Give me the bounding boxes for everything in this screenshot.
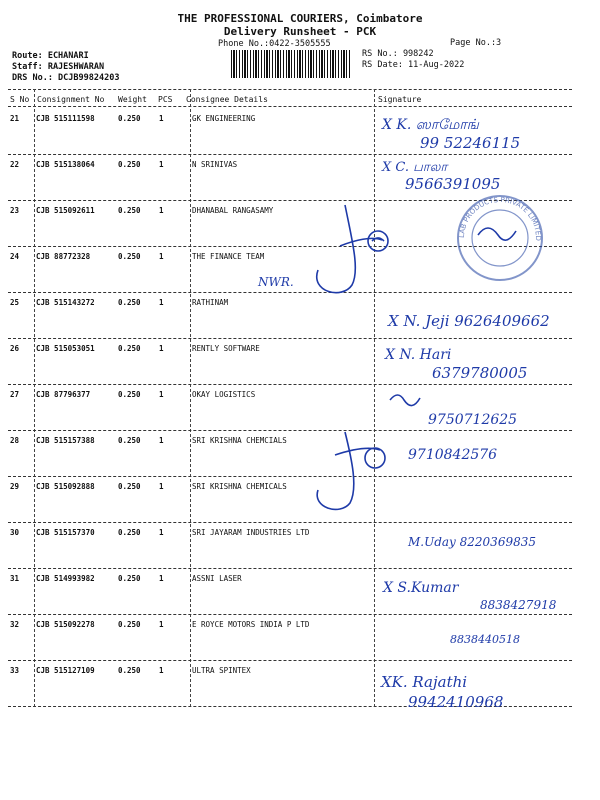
signature-phone-28: 9710842576 [408, 447, 498, 463]
row-rule [8, 614, 572, 615]
row-sno: 30 [10, 528, 20, 537]
row-pcs: 1 [159, 666, 164, 675]
row-sno: 24 [10, 252, 20, 261]
row-consignment: CJB 515138064 [36, 160, 95, 169]
row-pcs: 1 [159, 528, 164, 537]
row-rule [8, 246, 572, 247]
runsheet-subtitle: Delivery Runsheet - PCK [223, 25, 377, 38]
col-header-sno: S No [10, 95, 30, 104]
row-sno: 33 [10, 666, 20, 675]
row-consignment: CJB 515053051 [36, 344, 95, 353]
col-header-weight: Weight [118, 95, 147, 104]
barcode [231, 50, 351, 78]
row-rule [8, 522, 572, 523]
row-consignee: ULTRA SPINTEX [192, 666, 251, 675]
table-row [8, 476, 572, 522]
row-consignment: CJB 515157370 [36, 528, 95, 537]
signature-phone-27: 9750712625 [428, 412, 518, 428]
row-consignment: CJB 515092888 [36, 482, 95, 491]
row-pcs: 1 [159, 252, 164, 261]
row-consignee: DHANABAL RANGASAMY [192, 206, 274, 215]
col-header-consignment: Consignment No [37, 95, 105, 104]
row-rule [8, 660, 572, 661]
row-pcs: 1 [159, 160, 164, 169]
rs-number: RS No.: 998242 [362, 49, 434, 59]
row-weight: 0.250 [118, 620, 141, 629]
row-sno: 27 [10, 390, 20, 399]
row-pcs: 1 [159, 574, 164, 583]
row-rule [8, 338, 572, 339]
row-consignee: RENTLY SOFTWARE [192, 344, 260, 353]
row-sno: 29 [10, 482, 20, 491]
row-weight: 0.250 [118, 206, 141, 215]
row-rule [8, 568, 572, 569]
row-consignee: OKAY LOGISTICS [192, 390, 256, 399]
signature-21: X K. ஸாமோங் [382, 117, 479, 133]
row-sno: 21 [10, 114, 20, 123]
signature-30: M.Uday 8220369835 [408, 535, 536, 549]
drs-number: DRS No.: DCJB99824203 [12, 73, 120, 83]
route: Route: ECHANARI [12, 51, 89, 61]
row-pcs: 1 [159, 298, 164, 307]
rs-date: RS Date: 11-Aug-2022 [362, 60, 465, 70]
row-consignee: SRI JAYARAM INDUSTRIES LTD [192, 528, 310, 537]
row-consignment: CJB 515092611 [36, 206, 95, 215]
col-header-pcs: PCS [158, 95, 173, 104]
row-consignee: ASSNI LASER [192, 574, 242, 583]
signature-phone-33: 9942410968 [408, 693, 504, 711]
row-consignee: SRI KRISHNA CHEMCIALS [192, 436, 287, 445]
row-consignee: GK ENGINEERING [192, 114, 256, 123]
row-sno: 23 [10, 206, 20, 215]
row-weight: 0.250 [118, 160, 141, 169]
signature-33: XK. Rajathi [381, 673, 468, 691]
phone-number: Phone No.:0422-3505555 [218, 39, 331, 49]
page-number: Page No.:3 [450, 38, 502, 48]
signature-25: X N. Jeji 9626409662 [388, 312, 550, 330]
row-rule [8, 292, 572, 293]
row-consignee: THE FINANCE TEAM [192, 252, 265, 261]
row-weight: 0.250 [118, 436, 141, 445]
row-consignment: CJB 88772328 [36, 252, 91, 261]
col-header-signature: Signature [378, 95, 422, 104]
row-weight: 0.250 [118, 344, 141, 353]
row-pcs: 1 [159, 206, 164, 215]
table-top-rule [8, 89, 572, 90]
row-sno: 31 [10, 574, 20, 583]
row-pcs: 1 [159, 114, 164, 123]
signature-26: X N. Hari [385, 347, 452, 363]
initials-24: NWR. [258, 275, 294, 289]
header-bottom-rule [8, 106, 572, 107]
row-weight: 0.250 [118, 114, 141, 123]
row-rule [8, 154, 572, 155]
row-consignment: CJB 515111598 [36, 114, 95, 123]
row-consignment: CJB 87796377 [36, 390, 91, 399]
row-sno: 32 [10, 620, 20, 629]
row-weight: 0.250 [118, 390, 141, 399]
row-weight: 0.250 [118, 252, 141, 261]
col-header-consignee: Consignee Details [186, 95, 268, 104]
signature-phone-22: 9566391095 [405, 175, 501, 193]
row-consignee: RATHINAM [192, 298, 229, 307]
row-weight: 0.250 [118, 666, 141, 675]
row-consignment: CJB 515143272 [36, 298, 95, 307]
svg-text:LAB PRODUCTS PRIVATE LIMITED: LAB PRODUCTS PRIVATE LIMITED [457, 195, 543, 241]
row-sno: 28 [10, 436, 20, 445]
row-consignee: SRI KRISHNA CHEMICALS [192, 482, 287, 491]
row-sno: 22 [10, 160, 20, 169]
signature-22: X C. பாலா [382, 160, 448, 175]
signature-phone-32: 8838440518 [450, 633, 520, 646]
row-weight: 0.250 [118, 298, 141, 307]
row-consignment: CJB 515157388 [36, 436, 95, 445]
signature-phone-21: 99 52246115 [420, 134, 521, 152]
row-pcs: 1 [159, 436, 164, 445]
row-pcs: 1 [159, 620, 164, 629]
row-sno: 26 [10, 344, 20, 353]
row-rule [8, 200, 572, 201]
row-sno: 25 [10, 298, 20, 307]
row-rule [8, 430, 572, 431]
row-rule [8, 384, 572, 385]
signature-31: X S.Kumar [383, 580, 459, 596]
row-pcs: 1 [159, 482, 164, 491]
signature-phone-31: 8838427918 [480, 598, 557, 612]
row-pcs: 1 [159, 390, 164, 399]
row-weight: 0.250 [118, 574, 141, 583]
row-weight: 0.250 [118, 482, 141, 491]
signature-phone-26: 6379780005 [432, 364, 528, 382]
row-consignment: CJB 515092278 [36, 620, 95, 629]
row-rule [8, 476, 572, 477]
row-weight: 0.250 [118, 528, 141, 537]
staff: Staff: RAJESHWARAN [12, 62, 105, 72]
row-consignee: E ROYCE MOTORS INDIA P LTD [192, 620, 310, 629]
row-consignment: CJB 515127109 [36, 666, 95, 675]
row-pcs: 1 [159, 344, 164, 353]
row-consignment: CJB 514993982 [36, 574, 95, 583]
table-row [8, 200, 572, 246]
row-consignee: N SRINIVAS [192, 160, 238, 169]
runsheet-title: THE PROFESSIONAL COURIERS, Coimbatore [177, 12, 423, 25]
